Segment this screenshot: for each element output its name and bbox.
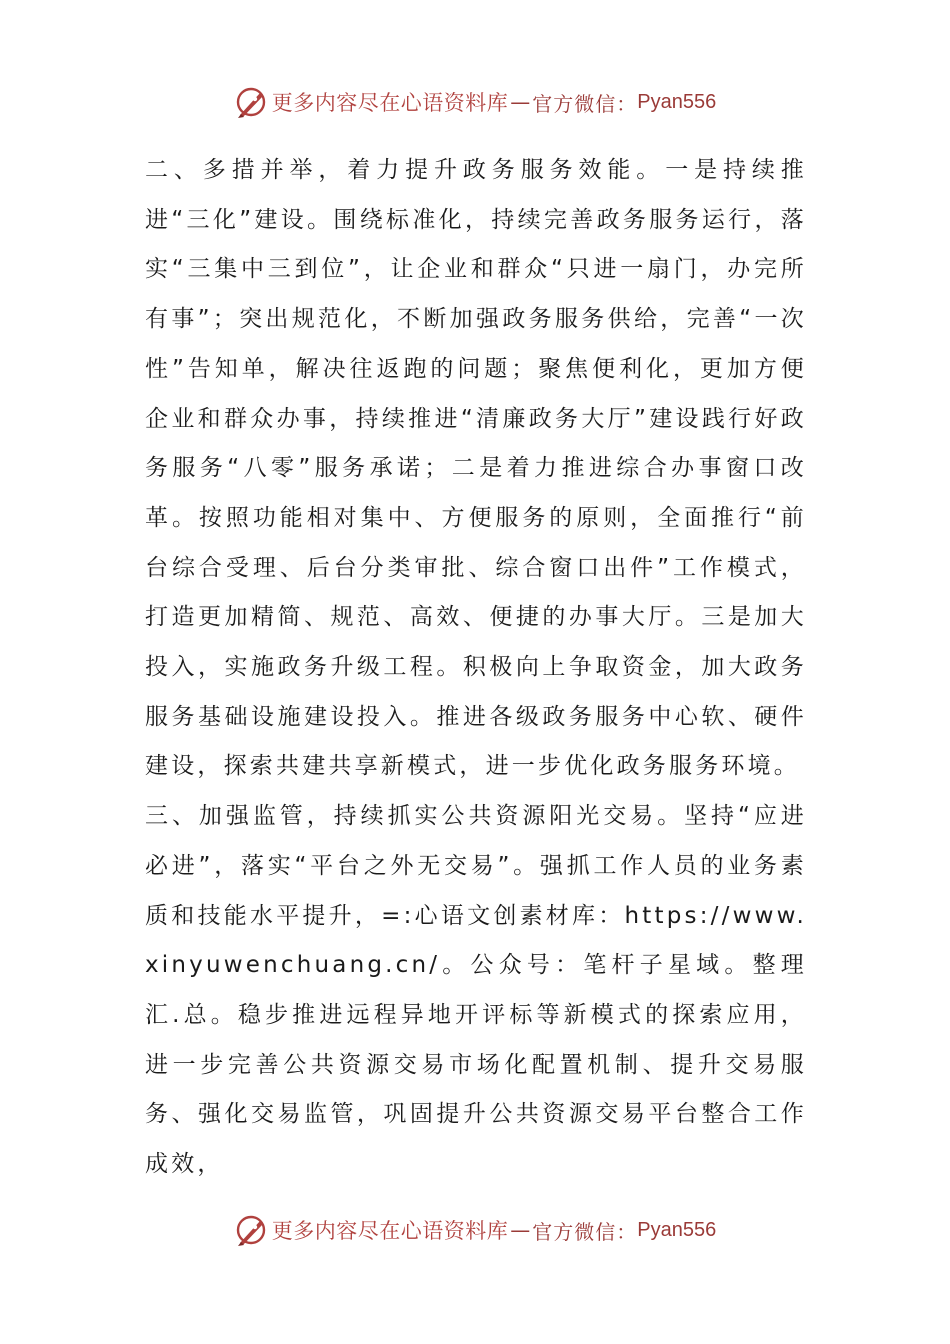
pen-logo-icon	[234, 85, 268, 119]
banner-wechat-id: Pyan556	[637, 1218, 717, 1241]
banner-dash: —	[510, 90, 531, 114]
banner-dash: —	[510, 1218, 531, 1242]
document-body	[145, 146, 807, 1190]
banner-brand-text: 更多内容尽在心语资料库	[271, 91, 509, 115]
footer-banner	[0, 1208, 950, 1252]
banner-contact-label: 官方微信：	[532, 1219, 638, 1244]
header-banner	[0, 80, 950, 124]
banner-brand-text: 更多内容尽在心语资料库	[271, 1219, 509, 1243]
paragraph-section-three: 三、加强监管，持续抓实公共资源阳光交易。坚持“应进必进”，落实“平台之外无交易”。强抓工作人员的业务素质和技能水平提升，=:心语文创素材库：https://www.xinyuwenchuang.cn/。公众号：笔杆子星域。整理汇.总。稳步推进远程异地开评标等新模式的探索应用，进一步完善公共资源交易市场化配置机制、提升交易服务、强化交易监管，巩固提升公共资源交易平台整合工作成效，	[145, 803, 807, 1178]
banner-contact-label: 官方微信：	[532, 91, 638, 116]
banner-wechat-id: Pyan556	[637, 90, 717, 113]
pen-logo-icon	[234, 1213, 268, 1247]
paragraph-section-two: 二、多措并举，着力提升政务服务效能。一是持续推进“三化”建设。围绕标准化，持续完善政务服务运行，落实“三集中三到位”，让企业和群众“只进一扇门，办完所有事”；突出规范化，不断加强政务服务供给，完善“一次性”告知单，解决往返跑的问题；聚焦便利化，更加方便企业和群众办事，持续推进“清廉政务大厅”建设践行好政务服务“八零”服务承诺；二是着力推进综合办事窗口改革。按照功能相对集中、方便服务的原则，全面推行“前台综合受理、后台分类审批、综合窗口出件”工作模式，打造更加精简、规范、高效、便捷的办事大厅。三是加大投入，实施政务升级工程。积极向上争取资金，加大政务服务基础设施建设投入。推进各级政务服务中心软、硬件建设，探索共建共享新模式，进一步优化政务服务环境。	[145, 157, 807, 780]
